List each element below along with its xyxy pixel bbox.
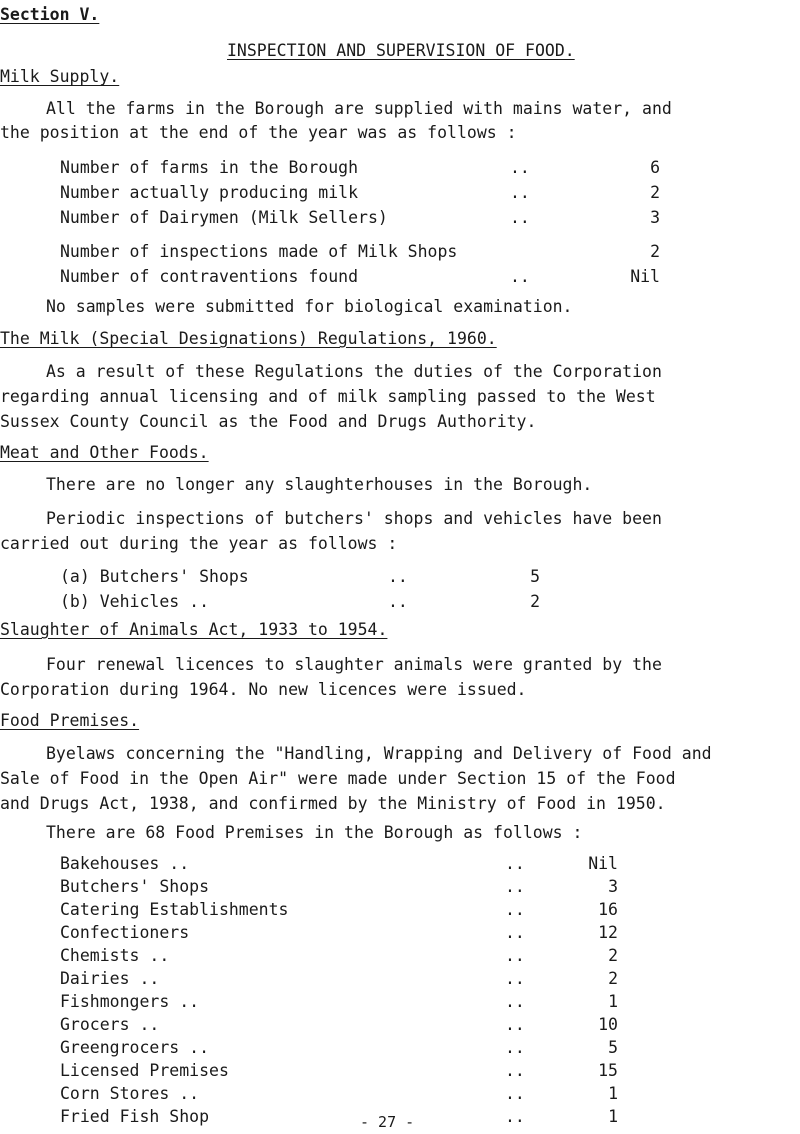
milk-stat-value: Nil bbox=[630, 267, 660, 286]
leader-dots: .. bbox=[505, 854, 525, 873]
leader-dots: .. bbox=[510, 183, 530, 202]
premises-value: Nil bbox=[588, 854, 618, 873]
leader-dots: .. bbox=[505, 1015, 525, 1034]
premises-label: Licensed Premises bbox=[60, 1061, 229, 1080]
premises-value: 1 bbox=[608, 1084, 618, 1103]
premises-line-1: Byelaws concerning the "Handling, Wrapping and Delivery of Food and bbox=[46, 744, 712, 763]
premises-value: 15 bbox=[598, 1061, 618, 1080]
meat-para-2-line-1: Periodic inspections of butchers' shops and vehicles have been bbox=[46, 509, 662, 528]
page-number: - 27 - bbox=[360, 1113, 415, 1131]
slaughter-line-2: Corporation during 1964. No new licences were issued. bbox=[0, 680, 527, 699]
leader-dots: .. bbox=[388, 592, 408, 611]
inspection-label: (b) Vehicles .. bbox=[60, 592, 210, 611]
samples-note: No samples were submitted for biological examination. bbox=[46, 297, 573, 316]
leader-dots: .. bbox=[510, 267, 530, 286]
milk-stat-label: Number of inspections made of Milk Shops bbox=[60, 242, 458, 261]
leader-dots: .. bbox=[505, 923, 525, 942]
premises-label: Greengrocers .. bbox=[60, 1038, 210, 1057]
leader-dots: .. bbox=[505, 1084, 525, 1103]
leader-dots: .. bbox=[505, 1061, 525, 1080]
premises-label: Fried Fish Shop bbox=[60, 1107, 210, 1126]
meat-heading: Meat and Other Foods. bbox=[0, 443, 209, 462]
leader-dots: .. bbox=[510, 158, 530, 177]
slaughter-heading: Slaughter of Animals Act, 1933 to 1954. bbox=[0, 620, 388, 639]
milk-intro-line-2: the position at the end of the year was as follows : bbox=[0, 123, 517, 142]
leader-dots: .. bbox=[505, 900, 525, 919]
section-label: Section V. bbox=[0, 5, 100, 24]
leader-dots: .. bbox=[388, 567, 408, 586]
leader-dots: .. bbox=[510, 208, 530, 227]
milk-stat-value: 3 bbox=[650, 208, 660, 227]
premises-value: 10 bbox=[598, 1015, 618, 1034]
inspection-label: (a) Butchers' Shops bbox=[60, 567, 249, 586]
premises-label: Butchers' Shops bbox=[60, 877, 210, 896]
milk-stat-value: 2 bbox=[650, 183, 660, 202]
leader-dots: .. bbox=[505, 877, 525, 896]
premises-value: 16 bbox=[598, 900, 618, 919]
leader-dots: .. bbox=[505, 992, 525, 1011]
premises-value: 3 bbox=[608, 877, 618, 896]
inspection-value: 5 bbox=[530, 567, 540, 586]
premises-value: 1 bbox=[608, 992, 618, 1011]
premises-value: 2 bbox=[608, 969, 618, 988]
milk-stat-label: Number actually producing milk bbox=[60, 183, 359, 202]
premises-value: 2 bbox=[608, 946, 618, 965]
milk-supply-heading: Milk Supply. bbox=[0, 67, 120, 86]
milk-stat-value: 6 bbox=[650, 158, 660, 177]
designations-line-1: As a result of these Regulations the duties of the Corporation bbox=[46, 362, 662, 381]
milk-stat-value: 2 bbox=[650, 242, 660, 261]
premises-value: 12 bbox=[598, 923, 618, 942]
leader-dots: .. bbox=[505, 946, 525, 965]
inspection-value: 2 bbox=[530, 592, 540, 611]
designations-line-3: Sussex County Council as the Food and Drugs Authority. bbox=[0, 412, 537, 431]
premises-line-3: and Drugs Act, 1938, and confirmed by the Ministry of Food in 1950. bbox=[0, 794, 666, 813]
leader-dots: .. bbox=[505, 1038, 525, 1057]
premises-label: Dairies .. bbox=[60, 969, 160, 988]
premises-label: Bakehouses .. bbox=[60, 854, 190, 873]
meat-para-2-line-2: carried out during the year as follows : bbox=[0, 534, 398, 553]
milk-intro-line-1: All the farms in the Borough are supplied with mains water, and bbox=[46, 99, 672, 118]
premises-label: Grocers .. bbox=[60, 1015, 160, 1034]
milk-stat-label: Number of contraventions found bbox=[60, 267, 359, 286]
slaughter-line-1: Four renewal licences to slaughter animals were granted by the bbox=[46, 655, 662, 674]
premises-label: Confectioners bbox=[60, 923, 190, 942]
premises-label: Chemists .. bbox=[60, 946, 170, 965]
designations-heading: The Milk (Special Designations) Regulations, 1960. bbox=[0, 329, 497, 348]
premises-label: Catering Establishments bbox=[60, 900, 289, 919]
premises-label: Fishmongers .. bbox=[60, 992, 200, 1011]
premises-value: 1 bbox=[608, 1107, 618, 1126]
premises-label: Corn Stores .. bbox=[60, 1084, 200, 1103]
milk-stat-label: Number of farms in the Borough bbox=[60, 158, 359, 177]
premises-value: 5 bbox=[608, 1038, 618, 1057]
premises-line-4: There are 68 Food Premises in the Borough as follows : bbox=[46, 823, 583, 842]
page-title: INSPECTION AND SUPERVISION OF FOOD. bbox=[227, 41, 575, 60]
designations-line-2: regarding annual licensing and of milk sampling passed to the West bbox=[0, 387, 656, 406]
premises-heading: Food Premises. bbox=[0, 711, 140, 730]
premises-line-2: Sale of Food in the Open Air" were made under Section 15 of the Food bbox=[0, 769, 676, 788]
leader-dots: .. bbox=[505, 1107, 525, 1126]
meat-para-1: There are no longer any slaughterhouses in the Borough. bbox=[46, 475, 593, 494]
leader-dots: .. bbox=[505, 969, 525, 988]
milk-stat-label: Number of Dairymen (Milk Sellers) bbox=[60, 208, 388, 227]
